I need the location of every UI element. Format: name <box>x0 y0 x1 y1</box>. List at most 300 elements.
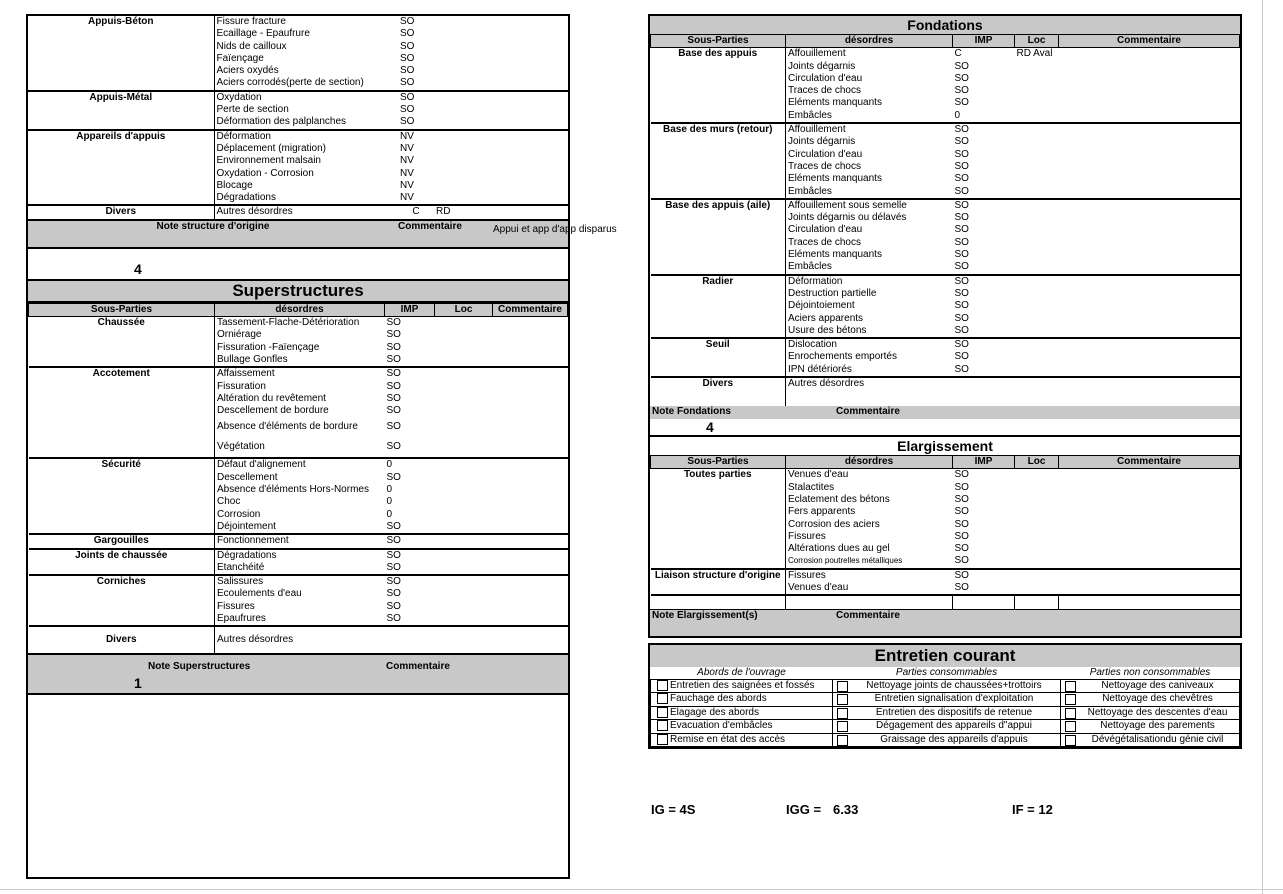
defect-label: Absence d'éléments de bordure <box>215 417 385 437</box>
left-panel <box>26 14 570 879</box>
loc-value <box>434 116 492 129</box>
comment-cell <box>493 562 568 575</box>
comment-cell <box>493 437 568 458</box>
note-super-label: Note Superstructures <box>148 661 251 673</box>
imp-value: SO <box>386 317 401 329</box>
imp-value: SO <box>954 493 969 505</box>
comment-cell <box>493 534 568 548</box>
loc-value <box>1015 519 1059 531</box>
loc-value <box>1015 531 1059 543</box>
note-fond-header <box>650 406 1240 419</box>
loc-value <box>1015 494 1059 506</box>
defect-label: Circulation d'eau <box>786 149 953 161</box>
sub-part-label: Appareils d'appuis <box>28 130 214 206</box>
loc-value <box>435 626 493 653</box>
defect-label: Altérations dues au gel <box>786 543 953 555</box>
comment-cell <box>492 41 568 53</box>
defect-label: Traces de chocs <box>786 161 953 173</box>
defect-label: Oxydation <box>214 91 398 104</box>
checkbox[interactable] <box>1065 735 1076 746</box>
imp-value: SO <box>400 104 415 116</box>
imp-value: SO <box>954 481 969 493</box>
comment-cell <box>493 549 568 562</box>
defect-label: Joints dégarnis ou délavés <box>786 212 953 224</box>
ig-value: IG = 4S <box>651 802 696 817</box>
comment-cell <box>1059 173 1240 185</box>
comment-cell <box>493 354 568 367</box>
entretien-title: Entretien courant <box>650 645 1240 667</box>
defect-label: Eléments manquants <box>786 97 953 109</box>
note-fond-row <box>650 419 1240 435</box>
loc-value <box>434 28 492 40</box>
comment-cell <box>493 367 568 380</box>
defect-label: Fonctionnement <box>215 534 385 548</box>
imp-value: SO <box>953 582 1015 595</box>
super-header-imp: IMP <box>385 303 435 316</box>
defect-label: Epaufrures <box>215 613 385 626</box>
imp-value: NV <box>400 167 414 179</box>
divers-comment: Appui et app d'app disparus <box>493 224 617 235</box>
blank-cell <box>953 595 1015 608</box>
loc-value <box>434 180 492 192</box>
comment-cell <box>1059 73 1240 85</box>
comment-cell <box>492 65 568 77</box>
entretien-header-row <box>651 667 1240 680</box>
loc-value <box>1015 212 1059 224</box>
imp-value: C <box>412 206 420 218</box>
defect-label: Faïençage <box>214 53 398 65</box>
elarg-header-parts: Sous-Parties <box>651 456 786 469</box>
table-row <box>651 199 1240 212</box>
checkbox[interactable] <box>657 720 668 731</box>
imp-value: NV <box>400 179 414 191</box>
loc-value <box>435 342 493 354</box>
defect-label: Absence d'éléments Hors-Normes <box>215 484 385 496</box>
imp-value: 0 <box>386 508 393 520</box>
comment-cell <box>1059 261 1240 274</box>
imp-value: SO <box>385 437 435 458</box>
fondations-block <box>648 14 1242 638</box>
comment-cell <box>1059 149 1240 161</box>
loc-value <box>435 405 493 417</box>
entretien-label: Entretien des saignées et fossés <box>670 680 815 692</box>
imp-value: SO <box>954 469 969 481</box>
imp-value: SO <box>386 471 401 483</box>
comment-cell <box>1059 85 1240 97</box>
defect-label: Fers apparents <box>786 506 953 518</box>
loc-value <box>434 130 492 143</box>
defect-label: Défaut d'alignement <box>215 458 385 471</box>
elargissement-table <box>650 455 1240 609</box>
imp-value <box>953 377 1015 406</box>
table-row <box>29 458 568 471</box>
imp-value: SO <box>954 518 969 530</box>
checkbox[interactable] <box>657 734 668 745</box>
comment-cell <box>493 405 568 417</box>
defect-label: Affouillement <box>786 48 953 61</box>
imp-value: SO <box>953 186 1015 199</box>
defect-label: Dégradations <box>214 192 398 205</box>
superstructures-title: Superstructures <box>28 281 568 303</box>
sub-part-label: Divers <box>105 206 137 218</box>
super-header-parts: Sous-Parties <box>29 303 215 316</box>
defect-label: Déplacement (migration) <box>214 143 398 155</box>
comment-cell <box>1059 313 1240 325</box>
entretien-row <box>651 706 1240 719</box>
loc-value <box>434 155 492 167</box>
imp-value: SO <box>398 116 434 129</box>
loc-value <box>435 562 493 575</box>
sub-part-label: Corniches <box>29 575 215 626</box>
sub-part-label: Appuis-Métal <box>28 91 214 130</box>
if-value: IF = 12 <box>1012 802 1053 817</box>
checkbox[interactable] <box>657 680 668 691</box>
imp-value: SO <box>954 312 969 324</box>
elarg-blank-row <box>651 595 1240 608</box>
comment-cell <box>1059 469 1240 482</box>
defect-label: Eléments manquants <box>786 173 953 185</box>
entretien-label: Graissage des appareils d'appuis <box>880 733 1028 745</box>
note-fond-value: 4 <box>706 419 714 436</box>
defect-label: Dégradations <box>215 549 385 562</box>
note-super-comment-label: Commentaire <box>386 661 450 673</box>
loc-value <box>1015 261 1059 274</box>
entretien-label: Nettoyage des caniveaux <box>1101 679 1214 691</box>
checkbox[interactable] <box>657 693 668 704</box>
imp-value: SO <box>386 588 401 600</box>
checkbox[interactable] <box>1065 681 1076 692</box>
entretien-row <box>651 720 1240 733</box>
loc-value <box>1015 288 1059 300</box>
imp-value <box>385 626 435 653</box>
loc-value <box>1015 351 1059 363</box>
loc-value <box>1015 173 1059 185</box>
comment-cell <box>493 521 568 534</box>
comment-cell <box>1059 555 1240 568</box>
comment-cell <box>1059 582 1240 595</box>
defect-label: Corrosion poutrelles métalliques <box>786 555 953 568</box>
imp-value: SO <box>954 85 969 97</box>
note-super-header <box>28 653 568 695</box>
loc-value <box>1015 110 1059 123</box>
imp-value: SO <box>385 562 435 575</box>
elarg-header-loc: Loc <box>1015 456 1059 469</box>
elarg-header-com: Commentaire <box>1059 456 1240 469</box>
entretien-row <box>651 679 1240 692</box>
loc-value <box>1015 186 1059 199</box>
entretien-table <box>650 667 1240 747</box>
imp-value: SO <box>385 354 435 367</box>
checkbox[interactable] <box>1065 708 1076 719</box>
defect-label: Dislocation <box>786 338 953 351</box>
fondations-table <box>650 34 1240 406</box>
imp-value: SO <box>386 421 401 433</box>
comment-cell <box>492 180 568 192</box>
note-origin-comment-label: Commentaire <box>398 220 462 232</box>
loc-value <box>434 192 492 205</box>
entretien-label: Nettoyage joints de chaussées+trottoirs <box>866 679 1042 691</box>
defect-label: Salissures <box>215 575 385 588</box>
blank-cell <box>1015 595 1059 608</box>
loc-value <box>435 613 493 626</box>
loc-value <box>1015 161 1059 173</box>
comment-cell <box>1059 300 1240 312</box>
loc-value <box>1015 325 1059 338</box>
comment-cell <box>492 143 568 155</box>
table-row <box>651 275 1240 288</box>
loc-value <box>1015 364 1059 377</box>
entretien-label: Evacuation d'embâcles <box>670 720 773 732</box>
imp-value: SO <box>386 392 401 404</box>
imp-value: SO <box>400 52 415 64</box>
comment-cell <box>493 458 568 471</box>
defect-label: Stalactites <box>786 482 953 494</box>
elargissement-title: Elargissement <box>650 435 1240 455</box>
loc-value <box>435 393 493 405</box>
entretien-cell <box>651 706 833 719</box>
entretien-cell <box>1061 693 1240 706</box>
defect-label: Fissures <box>786 531 953 543</box>
defect-label: Déjointoiement <box>786 300 953 312</box>
comment-cell <box>493 601 568 613</box>
loc-value <box>434 143 492 155</box>
imp-value: 0 <box>386 459 393 471</box>
loc-value <box>434 91 492 104</box>
defect-label: Aciers corrodés(perte de section) <box>214 77 398 90</box>
sub-part-label: Accotement <box>29 367 215 458</box>
table-row <box>28 91 568 104</box>
loc-value <box>435 496 493 508</box>
imp-value: SO <box>954 249 969 261</box>
sub-part-label: Chaussée <box>29 317 215 368</box>
imp-value: SO <box>386 600 401 612</box>
defect-label: Affouillement sous semelle <box>786 199 953 212</box>
loc-value <box>434 41 492 53</box>
comment-cell <box>1059 288 1240 300</box>
loc-value <box>435 521 493 534</box>
table-row <box>651 338 1240 351</box>
defect-label: Eléments manquants <box>786 249 953 261</box>
table-row <box>651 123 1240 136</box>
defect-label: Blocage <box>214 180 398 192</box>
comment-cell <box>492 104 568 116</box>
sub-part-label: Joints de chaussée <box>29 549 215 576</box>
checkbox[interactable] <box>657 707 668 718</box>
defect-label: Eclatement des bétons <box>786 494 953 506</box>
comment-cell <box>493 484 568 496</box>
imp-value: SO <box>386 405 401 417</box>
divers-row <box>28 205 568 218</box>
defect-label: Fissure fracture <box>214 16 398 28</box>
super-header-com: Commentaire <box>493 303 568 316</box>
loc-value <box>1015 123 1059 136</box>
imp-value: SO <box>954 351 969 363</box>
checkbox[interactable] <box>1065 721 1076 732</box>
imp-value: SO <box>385 613 435 626</box>
loc-value <box>435 575 493 588</box>
checkbox[interactable] <box>837 681 848 692</box>
comment-cell <box>492 28 568 40</box>
imp-value: SO <box>954 160 969 172</box>
defect-label: Embâcles <box>786 261 953 274</box>
igg-value: 6.33 <box>833 802 859 817</box>
defect-label: Déformation des palplanches <box>214 116 398 129</box>
loc-value <box>435 588 493 600</box>
imp-value: SO <box>954 72 969 84</box>
defect-label: Embâcles <box>786 186 953 199</box>
note-origin-value: 4 <box>134 260 142 277</box>
loc-value <box>1015 482 1059 494</box>
comment-cell <box>1059 224 1240 236</box>
entretien-label: Nettoyage des chevêtres <box>1102 693 1213 705</box>
loc-value <box>435 367 493 380</box>
loc-value <box>1015 569 1059 582</box>
elarg-header-des: désordres <box>786 456 953 469</box>
comment-cell <box>492 53 568 65</box>
table-row <box>651 469 1240 482</box>
note-elarg-header <box>650 609 1240 636</box>
loc-value <box>435 549 493 562</box>
elarg-header-row <box>651 456 1240 469</box>
comment-cell <box>492 192 568 205</box>
note-origin-row <box>28 249 568 281</box>
loc-value <box>1015 543 1059 555</box>
comment-cell <box>492 77 568 90</box>
comment-cell <box>1059 543 1240 555</box>
checkbox[interactable] <box>837 708 848 719</box>
defect-label: Corrosion <box>215 509 385 521</box>
loc-value <box>435 381 493 393</box>
imp-value: SO <box>400 28 415 40</box>
loc-value <box>435 437 493 458</box>
checkbox[interactable] <box>837 721 848 732</box>
fond-header-com: Commentaire <box>1059 35 1240 48</box>
imp-value: NV <box>400 142 414 154</box>
defect-label: Venues d'eau <box>786 582 953 595</box>
sub-part-label: Divers <box>105 634 137 646</box>
loc-value <box>435 601 493 613</box>
comment-cell <box>1059 482 1240 494</box>
defect-label: Altération du revêtement <box>215 393 385 405</box>
comment-cell <box>1059 249 1240 261</box>
comment-cell <box>493 626 568 653</box>
imp-value: SO <box>954 530 969 542</box>
entretien-col-consommables: Parties consommables <box>833 667 1061 680</box>
comment-cell <box>1059 275 1240 288</box>
entretien-label: Nettoyage des parements <box>1100 720 1215 732</box>
defect-label: Joints dégarnis <box>786 61 953 73</box>
loc-value <box>1015 199 1059 212</box>
loc-value <box>435 354 493 367</box>
defect-label: Affaissement <box>215 367 385 380</box>
imp-value: SO <box>954 97 969 109</box>
defect-label: Affouillement <box>786 123 953 136</box>
entretien-cell <box>1061 679 1240 692</box>
comment-cell <box>1059 136 1240 148</box>
fond-header-des: désordres <box>786 35 953 48</box>
entretien-cell <box>651 733 833 746</box>
comment-cell <box>1059 351 1240 363</box>
imp-value: NV <box>398 192 434 205</box>
defect-label: Ecoulements d'eau <box>215 588 385 600</box>
checkbox[interactable] <box>837 735 848 746</box>
defect-label: Bullage Gonfles <box>215 354 385 367</box>
imp-value: SO <box>953 364 1015 377</box>
defect-label: Fissuration -Faïençage <box>215 342 385 354</box>
comment-cell <box>493 329 568 341</box>
comment-cell <box>1059 123 1240 136</box>
comment-cell <box>1059 494 1240 506</box>
table-row <box>651 569 1240 582</box>
fond-header-imp: IMP <box>953 35 1015 48</box>
note-fond-comment-label: Commentaire <box>836 406 900 418</box>
table-row <box>29 317 568 330</box>
imp-value: 0 <box>386 496 393 508</box>
entretien-cell <box>651 720 833 733</box>
defect-label: Corrosion des aciers <box>786 519 953 531</box>
imp-value: C <box>954 48 962 60</box>
defect-label: Déjointement <box>215 521 385 534</box>
comment-cell <box>493 317 568 330</box>
table-row <box>28 130 568 143</box>
entretien-cell <box>651 693 833 706</box>
defect-label: Déformation <box>786 275 953 288</box>
loc-value <box>434 53 492 65</box>
loc-value <box>1015 275 1059 288</box>
comment-cell <box>1059 519 1240 531</box>
defect-label: Nids de cailloux <box>214 41 398 53</box>
imp-value: SO <box>386 576 401 588</box>
loc-value <box>435 484 493 496</box>
imp-value: SO <box>386 341 401 353</box>
imp-value: SO <box>954 569 969 581</box>
defect-label: Fissures <box>786 569 953 582</box>
comment-cell <box>492 91 568 104</box>
loc-value <box>1015 469 1059 482</box>
comment-cell <box>1059 97 1240 109</box>
imp-value: SO <box>953 261 1015 274</box>
entretien-cell <box>833 679 1061 692</box>
blank-cell <box>786 595 953 608</box>
imp-value: SO <box>386 549 401 561</box>
loc-value <box>1015 249 1059 261</box>
imp-value: SO <box>954 60 969 72</box>
comment-cell <box>492 155 568 167</box>
loc-value <box>434 168 492 180</box>
entretien-cell <box>833 693 1061 706</box>
entretien-label: Dévégétalisationdu génie civil <box>1091 733 1224 745</box>
comment-cell <box>1059 569 1240 582</box>
defect-label: Végétation <box>215 437 385 458</box>
loc-value <box>1015 555 1059 568</box>
comment-cell <box>493 509 568 521</box>
page-edge-vertical <box>1262 0 1263 894</box>
checkbox[interactable] <box>1065 694 1076 705</box>
imp-value: SO <box>385 521 435 534</box>
loc-value <box>1015 73 1059 85</box>
defect-label: Enrochements emportés <box>786 351 953 363</box>
imp-value: SO <box>400 91 415 103</box>
comment-cell <box>492 16 568 28</box>
note-elarg-comment-label: Commentaire <box>836 609 900 621</box>
loc-value <box>1015 136 1059 148</box>
comment-cell <box>493 417 568 437</box>
defect-label: Etanchéité <box>215 562 385 575</box>
defect-label: Fissuration <box>215 381 385 393</box>
comment-cell <box>1059 325 1240 338</box>
loc-value <box>435 329 493 341</box>
checkbox[interactable] <box>837 694 848 705</box>
